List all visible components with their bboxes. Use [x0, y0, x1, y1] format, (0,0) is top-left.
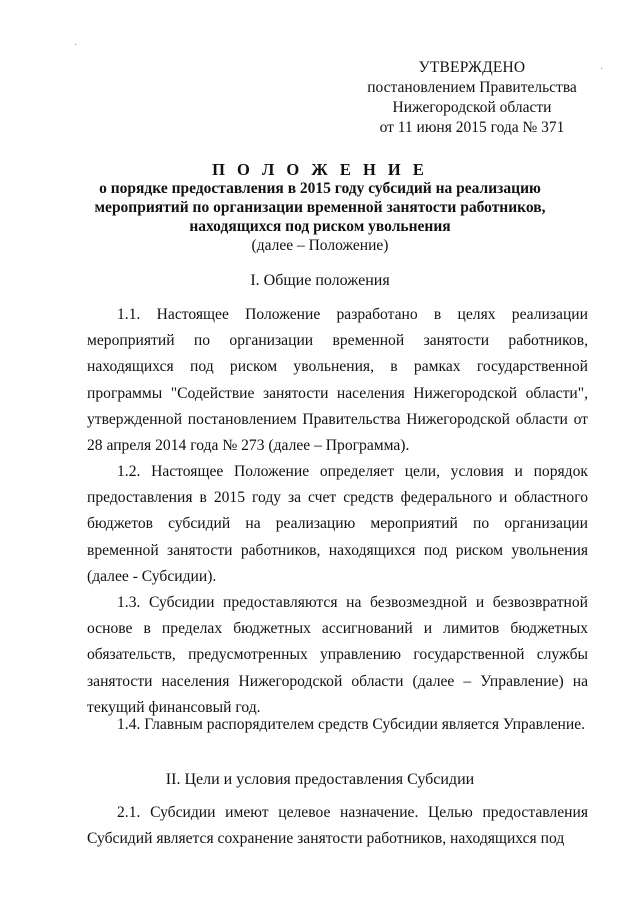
approval-line: постановлением Правительства: [367, 79, 577, 96]
approval-block: [352, 58, 592, 138]
section-title: II. Цели и условия предоставления Субсидии: [165, 771, 475, 788]
paragraph: 1.3. Субсидии предоставляются на безвозмездной и безвозвратной основе в пределах бюджетных ассигнований и лимитов бюджетных обязательств, предусмотренных управлению государственной службы занятости населения Нижегородской области (далее – Управление) на текущий финансовый год.: [87, 594, 588, 716]
paragraph: 1.2. Настоящее Положение определяет цели, условия и порядок предоставления в 2015 году за счет средств федерального и областного бюджетов субсидий на реализацию мероприятий по организации временной занятости работников, находящихся под риском увольнения (далее - Субсидии).: [87, 463, 588, 585]
approval-line: Нижегородской области: [392, 99, 552, 116]
scan-mark: ·: [600, 64, 604, 75]
approval-line: от 11 июня 2015 года № 371: [379, 119, 565, 136]
document-note: (далее – Положение): [251, 237, 389, 254]
paragraph: 2.1. Субсидии имеют целевое назначение. Целью предоставления Субсидий является сохранение занятости работников, находящихся под: [87, 804, 588, 848]
paragraph: 1.4. Главным распорядителем средств Субсидии является Управление.: [117, 716, 586, 733]
document-subtitle-line: мероприятий по организации временной занятости работников,: [94, 199, 546, 216]
document-heading: [60, 160, 580, 255]
scan-mark: ·: [74, 40, 78, 51]
approval-title: УТВЕРЖДЕНО: [418, 59, 526, 76]
section-title: I. Общие положения: [250, 272, 390, 289]
document-subtitle-line: о порядке предоставления в 2015 году субсидий на реализацию: [99, 180, 541, 197]
document-title: П О Л О Ж Е Н И Е: [212, 160, 428, 179]
paragraph: 1.1. Настоящее Положение разработано в целях реализации мероприятий по организации временной занятости работников, находящихся под риском увольнения, в рамках государственной программы "Содействие занятости населения Нижегородской области", утвержденной постановлением Правительства Нижегородской области от 28 апреля 2014 года № 273 (далее – Программа).: [87, 306, 588, 455]
document-subtitle-line: находящихся под риском увольнения: [189, 218, 451, 235]
